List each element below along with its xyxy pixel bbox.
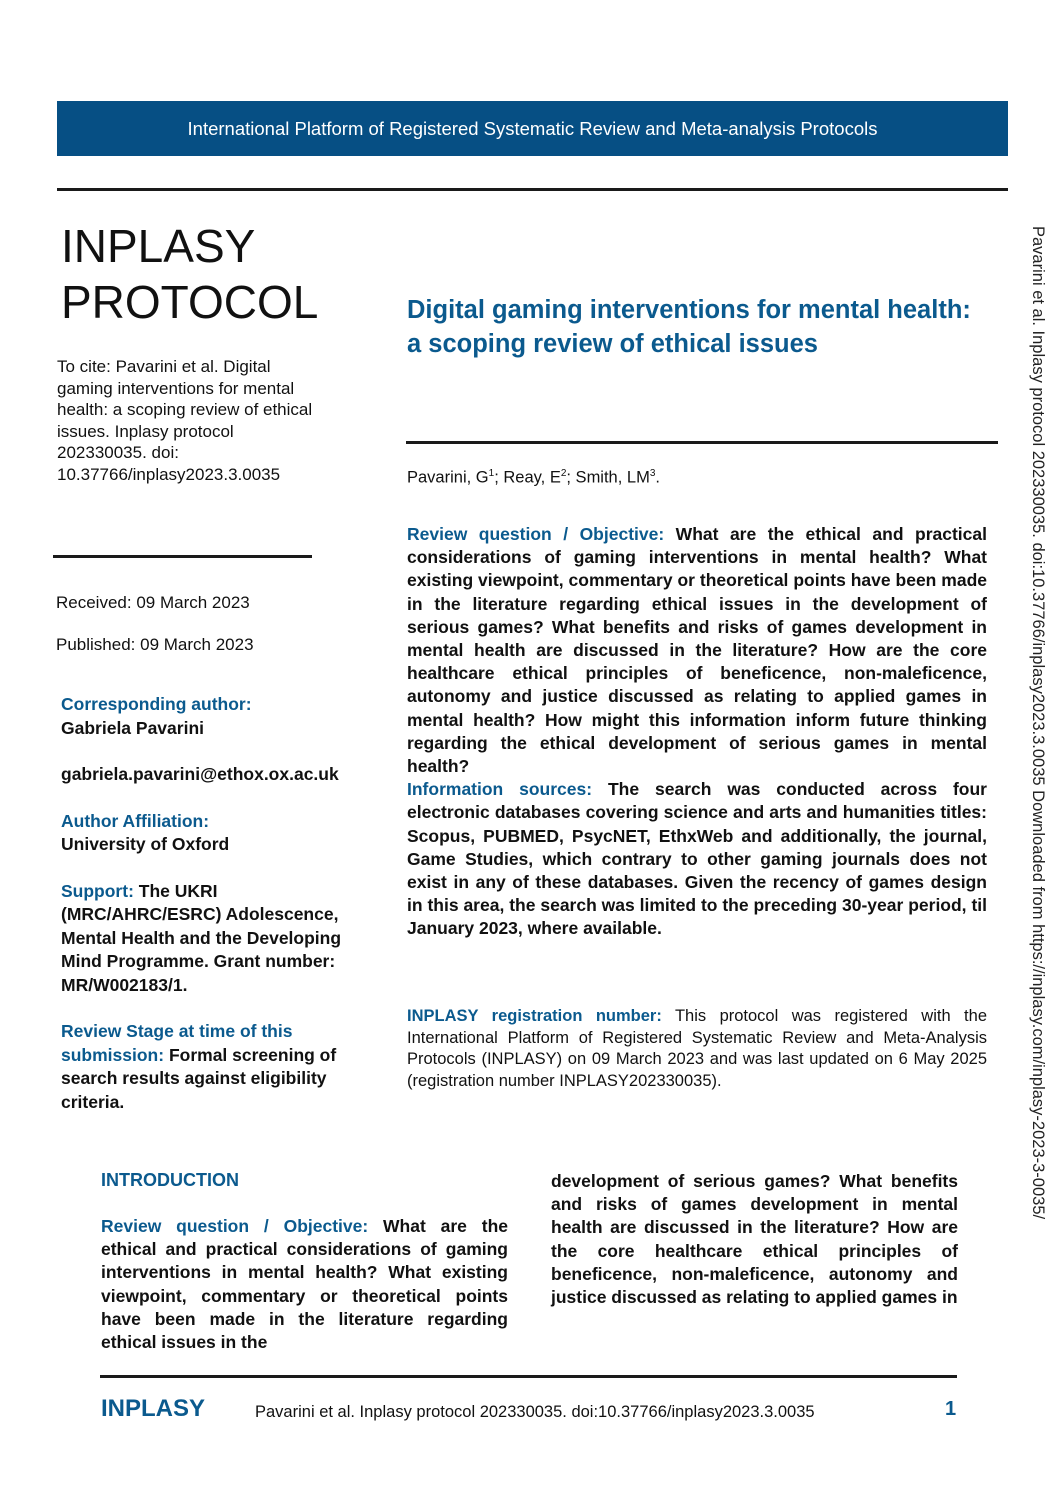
review-stage-value: Formal screening of search results against eligibility criteria. bbox=[61, 1044, 337, 1112]
sidebar-divider bbox=[53, 555, 312, 558]
article-title: Digital gaming interventions for mental health: a scoping review of ethical issues bbox=[407, 296, 971, 358]
banner-text: International Platform of Registered Systematic Review and Meta-analysis Protocols bbox=[187, 117, 878, 139]
intro-review-question-label: Review question / Objective: bbox=[101, 1216, 369, 1236]
affiliation-block bbox=[61, 810, 376, 857]
author-2: ; Reay, E bbox=[494, 468, 561, 487]
abstract bbox=[407, 523, 987, 941]
information-sources-text: The search was conducted across four electronic databases covering science and arts and humanities titles: Scopus, PUBMED, PsycNET, EthxWeb and additionally, the journal, Game Studies, which contrary to other gaming journals does not exist in any of these databases. Given the recency of games design in this area, the search was limited to the preceding 30-year period, til January 2023, where available. bbox=[407, 779, 987, 939]
header-banner bbox=[57, 101, 1008, 156]
affiliation-value: University of Oxford bbox=[61, 834, 230, 854]
footer-brand: INPLASY bbox=[101, 1395, 206, 1422]
registration-info bbox=[407, 1006, 987, 1092]
received-date: Received: 09 March 2023 bbox=[56, 593, 250, 612]
top-divider bbox=[57, 188, 1008, 191]
affiliation-label: Author Affiliation: bbox=[61, 810, 210, 831]
corresponding-author-label: Corresponding author: bbox=[61, 694, 252, 714]
author-1: Pavarini, G bbox=[407, 468, 489, 487]
support-block bbox=[61, 880, 376, 998]
support-value: The UKRI (MRC/AHRC/ESRC) Adolescence, Mental Health and the Developing Mind Programme. Grant number: MR/W002183/1. bbox=[61, 880, 342, 995]
page-number: 1 bbox=[945, 1398, 957, 1420]
document-type-line2: PROTOCOL bbox=[61, 276, 319, 328]
abstract-review-question bbox=[407, 523, 987, 778]
author-1-affil: 1 bbox=[488, 468, 495, 479]
document-type bbox=[61, 218, 318, 330]
registration-label: INPLASY registration number: bbox=[407, 1007, 662, 1025]
title-divider bbox=[406, 441, 998, 444]
author-email-link[interactable]: gabriela.pavarini@ethox.ox.ac.uk bbox=[61, 764, 339, 784]
introduction-heading: INTRODUCTION bbox=[101, 1170, 239, 1190]
side-download-note: Pavarini et al. Inplasy protocol 202330035. doi:10.37766/inplasy2023.3.0035 Downloaded from https://inplasy.com/inplasy-2023-3-0035/ bbox=[1029, 226, 1047, 1220]
introduction-column-1 bbox=[101, 1215, 508, 1354]
footer-divider bbox=[100, 1375, 957, 1378]
author-list-end: . bbox=[655, 468, 660, 487]
review-question-text: What are the ethical and practical considerations of gaming interventions in mental health? What existing viewpoint, commentary or theoretical points have been made in the literature regarding ethical issues in the development of serious games? What benefits and risks of games development in mental health are discussed in the literature? How are the core healthcare ethical principles of beneficence, non-maleficence, autonomy and justice discussed as relating to applied games in mental health? How might this information inform future thinking regarding the ethical development of serious games in mental health? bbox=[407, 524, 987, 777]
intro-column-1-text: What are the ethical and practical considerations of gaming interventions in mental health? What existing viewpoint, commentary or theoretical points have been made in the literature regarding ethical issues in the bbox=[101, 1216, 508, 1353]
information-sources-label: Information sources: bbox=[407, 779, 593, 800]
author-2-affil: 2 bbox=[560, 468, 567, 479]
support-label: Support: bbox=[61, 880, 134, 901]
corresponding-author-block bbox=[61, 693, 376, 740]
footer-citation: Pavarini et al. Inplasy protocol 202330035. doi:10.37766/inplasy2023.3.0035 bbox=[255, 1403, 815, 1421]
abstract-information-sources bbox=[407, 778, 987, 940]
introduction-column-2: development of serious games? What benefits and risks of games development in mental health are discussed in the literature? How are the core healthcare ethical principles of beneficence, non-maleficence, autonomy and justice discussed as relating to applied games in bbox=[551, 1171, 958, 1308]
review-stage-label: Review Stage at time of this submission: bbox=[61, 1021, 293, 1065]
author-3: ; Smith, LM bbox=[566, 468, 650, 487]
registration-text: This protocol was registered with the International Platform of Registered Systematic Review and Meta-Analysis Protocols (INPLASY) on 09 March 2023 and was last updated on 6 May 2025 (registration number INPLASY202330035). bbox=[407, 1007, 987, 1090]
corresponding-author-name: Gabriela Pavarini bbox=[61, 717, 204, 738]
document-type-line1: INPLASY bbox=[61, 220, 256, 272]
review-stage-block bbox=[61, 1020, 376, 1114]
published-date: Published: 09 March 2023 bbox=[56, 635, 254, 654]
citation-text: To cite: Pavarini et al. Digital gaming interventions for mental health: a scoping review of ethical issues. Inplasy protocol 202330035. doi: 10.37766/inplasy2023.3.0035 bbox=[57, 357, 313, 484]
sidebar-info bbox=[61, 693, 376, 1137]
review-question-label: Review question / Objective: bbox=[407, 524, 665, 544]
author-list bbox=[407, 468, 660, 488]
author-3-affil: 3 bbox=[649, 468, 656, 479]
email-block bbox=[61, 763, 376, 787]
